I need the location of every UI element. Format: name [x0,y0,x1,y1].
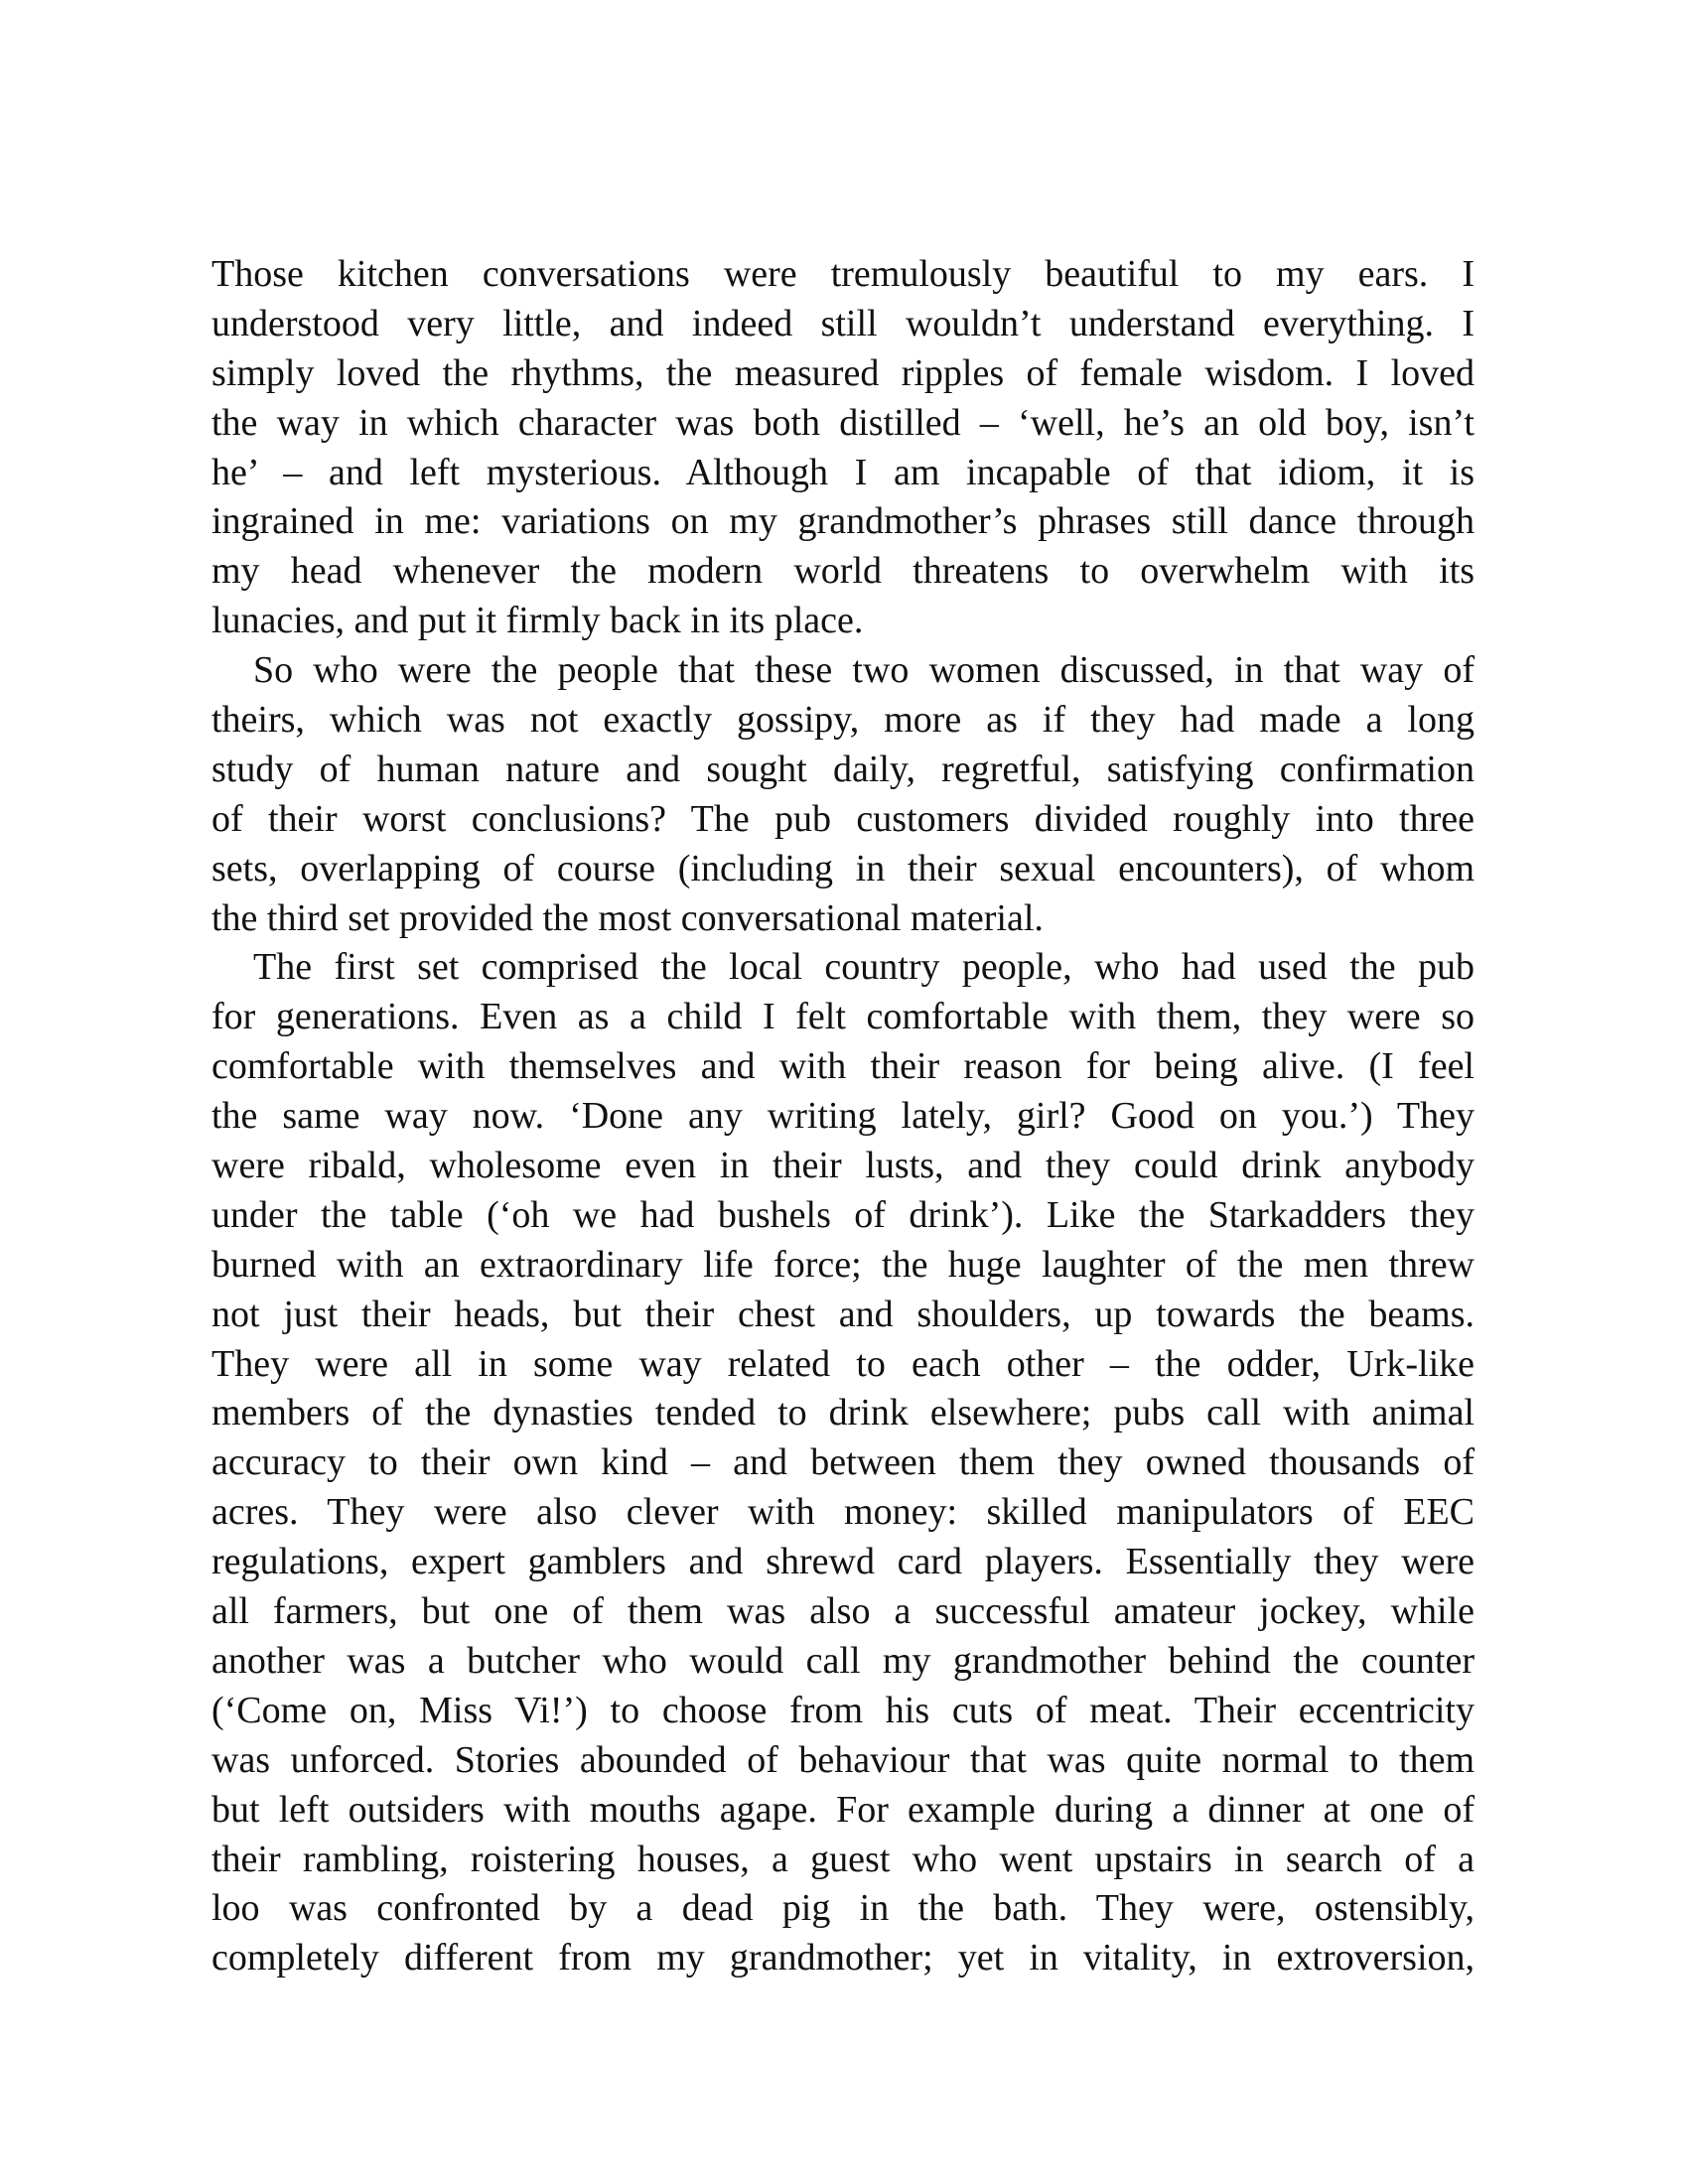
paragraph [211,646,1475,943]
text-line: understood very little, and indeed still wouldn’t understand everything. I [211,302,1475,344]
text-line: regulations, expert gamblers and shrewd card players. Essentially they were [211,1541,1475,1583]
text-line: my head whenever the modern world threatens to overwhelm with its [211,550,1475,593]
text-line: under the table (‘oh we had bushels of drink’). Like the Starkadders they [211,1193,1475,1236]
text-line: sets, overlapping of course (including in their sexual encounters), of whom [211,847,1475,889]
text-line: lunacies, and put it firmly back in its place. [211,600,864,642]
text-line: Those kitchen conversations were tremulously beautiful to my ears. I [211,253,1475,295]
text-line: but left outsiders with mouths agape. For example during a dinner at one of [211,1788,1475,1831]
text-line: was unforced. Stories abounded of behaviour that was quite normal to them [211,1738,1475,1781]
text-line: another was a butcher who would call my grandmother behind the counter [211,1639,1475,1682]
text-line: study of human nature and sought daily, regretful, satisfying confirmation [211,748,1475,790]
text-line: accuracy to their own kind – and between them they owned thousands of [211,1441,1475,1484]
paragraph [211,250,1475,646]
text-line: all farmers, but one of them was also a successful amateur jockey, while [211,1590,1475,1633]
text-line: not just their heads, but their chest and shoulders, up towards the beams. [211,1293,1475,1335]
text-line: the way in which character was both distilled – ‘well, he’s an old boy, isn’t [211,401,1475,444]
text-line: So who were the people that these two women discussed, in that way of [253,649,1475,692]
text-line: (‘Come on, Miss Vi!’) to choose from his cuts of meat. Their eccentricity [211,1689,1475,1731]
text-line: comfortable with themselves and with their reason for being alive. (I feel [211,1045,1475,1088]
text-line: loo was confronted by a dead pig in the bath. They were, ostensibly, [211,1887,1475,1930]
text-line: of their worst conclusions? The pub customers divided roughly into three [211,797,1475,840]
text-line: the third set provided the most conversational material. [211,896,1044,939]
text-line: the same way now. ‘Done any writing lately, girl? Good on you.’) They [211,1095,1475,1138]
text-line: were ribald, wholesome even in their lusts, and they could drink anybody [211,1145,1475,1187]
paragraph [211,943,1475,1983]
page-body [211,250,1475,1983]
text-line: burned with an extraordinary life force; the huge laughter of the men threw [211,1243,1475,1286]
text-line: theirs, which was not exactly gossipy, more as if they had made a long [211,699,1475,742]
text-line: he’ – and left mysterious. Although I am incapable of that idiom, it is [211,451,1475,493]
text-line: their rambling, roistering houses, a guest who went upstairs in search of a [211,1838,1475,1880]
text-line: The first set comprised the local country people, who had used the pub [253,946,1475,989]
text-line: acres. They were also clever with money: skilled manipulators of EEC [211,1491,1475,1534]
text-line: They were all in some way related to each other – the odder, Urk-like [211,1342,1475,1385]
text-line: completely different from my grandmother; yet in vitality, in extroversion, [211,1937,1475,1979]
text-line: members of the dynasties tended to drink elsewhere; pubs call with animal [211,1392,1475,1434]
text-line: ingrained in me: variations on my grandmother’s phrases still dance through [211,500,1475,543]
text-line: simply loved the rhythms, the measured ripples of female wisdom. I loved [211,351,1475,394]
text-line: for generations. Even as a child I felt comfortable with them, they were so [211,996,1475,1038]
